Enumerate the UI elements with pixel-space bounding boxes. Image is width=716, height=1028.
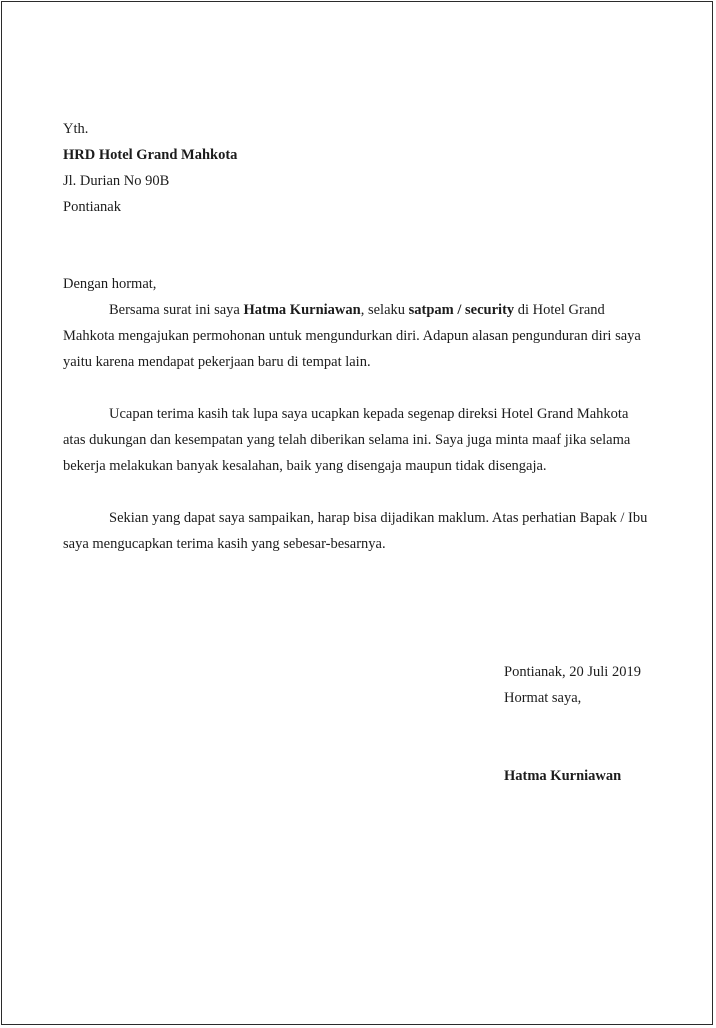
sender-name-inline: Hatma Kurniawan	[243, 302, 361, 318]
paragraph2-line3: bekerja melakukan banyak kesalahan, baik yang disengaja maupun tidak disengaja.	[63, 458, 547, 474]
paragraph3-line1: Sekian yang dapat saya sampaikan, harap bisa dijadikan maklum. Atas perhatian Bapak / Ibu	[109, 510, 648, 526]
recipient-city: Pontianak	[63, 199, 121, 215]
paragraph2-line1: Ucapan terima kasih tak lupa saya ucapkan kepada segenap direksi Hotel Grand Mahkota	[109, 406, 629, 422]
paragraph3-line2: saya mengucapkan terima kasih yang sebesar-besarnya.	[63, 536, 386, 552]
closing-signer-name: Hatma Kurniawan	[504, 768, 622, 784]
paragraph1-text-b: , selaku	[360, 302, 409, 318]
recipient-street: Jl. Durian No 90B	[63, 173, 170, 189]
paragraph1-line2: Mahkota mengajukan permohonan untuk mengundurkan diri. Adapun alasan pengunduran diri saya	[63, 328, 641, 344]
paragraph2-line2: atas dukungan dan kesempatan yang telah diberikan selama ini. Saya juga minta maaf jika selama	[63, 432, 631, 448]
paragraph1-line3: yaitu karena mendapat pekerjaan baru di tempat lain.	[63, 354, 371, 370]
letter-page	[1, 1, 713, 1025]
recipient-name: HRD Hotel Grand Mahkota	[63, 147, 238, 163]
paragraph1-text-c: di Hotel Grand	[514, 302, 605, 318]
recipient-salutation-prefix: Yth.	[63, 121, 89, 137]
sender-position: satpam / security	[408, 302, 515, 318]
closing-regards: Hormat saya,	[504, 690, 582, 706]
paragraph1-line1	[109, 301, 605, 319]
greeting: Dengan hormat,	[63, 276, 157, 292]
closing-place-date: Pontianak, 20 Juli 2019	[504, 664, 641, 680]
paragraph1-text-a: Bersama surat ini saya	[109, 302, 244, 318]
